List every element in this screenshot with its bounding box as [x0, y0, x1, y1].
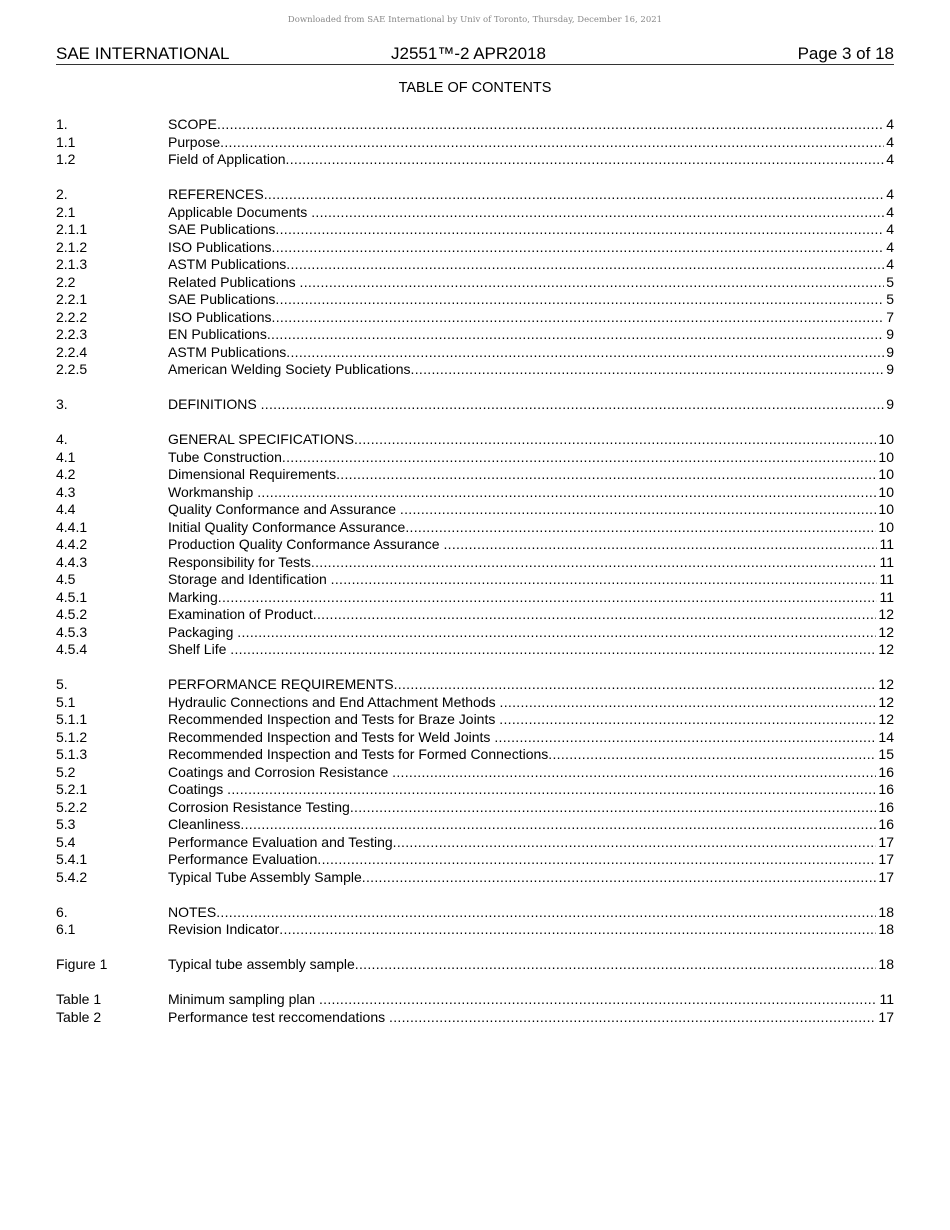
toc-entry-number: 2.2.3	[56, 326, 88, 342]
toc-entry-page: 9	[886, 361, 894, 377]
spacer	[56, 974, 894, 992]
toc-entry-page: 18	[878, 903, 894, 920]
spacer	[56, 379, 894, 397]
toc-entry[interactable]	[56, 641, 894, 659]
dot-leader	[282, 449, 877, 467]
dot-leader	[405, 519, 876, 537]
dot-leader	[392, 764, 876, 782]
toc-entry-page: 12	[878, 711, 894, 727]
toc-entry-number: 4.5.4	[56, 641, 88, 657]
table-of-contents	[56, 116, 894, 1026]
toc-entry-page: 9	[886, 343, 894, 360]
dot-leader	[319, 991, 878, 1009]
toc-entry[interactable]	[56, 326, 894, 344]
toc-entry-title: ISO Publications	[168, 308, 272, 325]
toc-entry-page: 11	[879, 588, 894, 605]
toc-entry[interactable]	[56, 991, 894, 1009]
toc-entry[interactable]	[56, 256, 894, 274]
toc-entry-page: 14	[878, 728, 894, 745]
dot-leader	[216, 904, 876, 922]
dot-leader	[240, 816, 876, 834]
toc-entry-title: EN Publications	[168, 326, 267, 342]
toc-entry-number: 4.4.2	[56, 536, 88, 552]
toc-entry[interactable]	[56, 361, 894, 379]
toc-entry-number: Figure 1	[56, 956, 108, 972]
toc-entry-number: Table 1	[56, 991, 102, 1007]
toc-entry-title: Performance Evaluation and Testing	[168, 833, 393, 850]
toc-entry-number: 5.4	[56, 833, 76, 850]
toc-entry[interactable]	[56, 816, 894, 834]
toc-entry-page: 4	[886, 221, 894, 237]
toc-entry-number: 2.1.3	[56, 256, 88, 272]
toc-entry[interactable]	[56, 554, 894, 572]
dot-leader	[400, 501, 877, 519]
toc-entry[interactable]	[56, 571, 894, 589]
toc-entry-page: 16	[878, 781, 894, 797]
dot-leader	[217, 116, 884, 134]
toc-entry-number: 4.1	[56, 448, 76, 465]
toc-entry[interactable]	[56, 431, 894, 449]
toc-entry-number: 4.4.1	[56, 518, 88, 535]
dot-leader	[317, 851, 876, 869]
toc-entry[interactable]	[56, 484, 894, 502]
toc-entry-title: Purpose	[168, 133, 221, 150]
toc-entry-number: 5.2.1	[56, 781, 88, 797]
spacer	[56, 169, 894, 187]
dot-leader	[300, 274, 885, 292]
dot-leader	[313, 606, 877, 624]
toc-entry-title: Minimum sampling plan	[168, 991, 319, 1007]
toc-entry-page: 12	[878, 623, 894, 640]
toc-entry-page: 12	[878, 641, 894, 657]
toc-entry-number: 3.	[56, 396, 68, 412]
toc-entry-page: 4	[886, 203, 894, 220]
toc-entry-page: 12	[878, 693, 894, 710]
toc-entry-title: Hydraulic Connections and End Attachment Methods	[168, 693, 500, 710]
toc-entry[interactable]	[56, 309, 894, 327]
dot-leader	[394, 676, 877, 694]
toc-entry-page: 12	[878, 676, 894, 692]
toc-entry-page: 4	[886, 133, 894, 150]
toc-entry[interactable]	[56, 956, 894, 974]
toc-entry[interactable]	[56, 676, 894, 694]
toc-entry-number: 4.5	[56, 571, 76, 587]
toc-entry-page: 4	[886, 256, 894, 272]
spacer	[56, 659, 894, 677]
toc-entry-number: 2.2.2	[56, 308, 88, 325]
dot-leader	[261, 396, 885, 414]
toc-entry[interactable]	[56, 589, 894, 607]
dot-leader	[267, 326, 884, 344]
toc-entry-title: GENERAL SPECIFICATIONS	[168, 431, 354, 447]
toc-entry[interactable]	[56, 466, 894, 484]
toc-entry-page: 10	[878, 483, 894, 500]
toc-entry-title: ASTM Publications	[168, 343, 287, 360]
toc-entry-title: Dimensional Requirements	[168, 466, 337, 482]
dot-leader	[548, 746, 876, 764]
toc-entry[interactable]	[56, 711, 894, 729]
dot-leader	[362, 869, 877, 887]
toc-entry-title: PERFORMANCE REQUIREMENTS	[168, 676, 394, 692]
toc-entry-number: 4.5.2	[56, 606, 88, 622]
toc-entry[interactable]	[56, 799, 894, 817]
toc-entry-title: Packaging	[168, 623, 238, 640]
toc-entry-page: 4	[886, 151, 894, 167]
toc-entry-number: 1.	[56, 116, 68, 132]
toc-entry-number: 4.4	[56, 501, 76, 517]
header-doc-id: J2551™-2 APR2018	[391, 44, 546, 63]
toc-entry[interactable]	[56, 851, 894, 869]
dot-leader	[279, 921, 876, 939]
toc-entry-number: 5.1.3	[56, 746, 88, 762]
toc-entry-page: 11	[879, 536, 894, 552]
toc-entry-title: Typical tube assembly sample	[168, 956, 355, 972]
toc-entry-title: Workmanship	[168, 483, 258, 500]
dot-leader	[336, 466, 876, 484]
toc-entry[interactable]	[56, 746, 894, 764]
toc-entry[interactable]	[56, 519, 894, 537]
toc-entry-title: Responsibility for Tests	[168, 553, 311, 570]
toc-entry-page: 16	[878, 763, 894, 780]
toc-entry-title: Cleanliness	[168, 816, 241, 832]
toc-entry[interactable]	[56, 291, 894, 309]
toc-entry[interactable]	[56, 1009, 894, 1027]
toc-entry-number: 4.2	[56, 466, 76, 482]
toc-entry-page: 4	[886, 238, 894, 255]
toc-entry-page: 10	[878, 466, 894, 482]
toc-entry-title: Production Quality Conformance Assurance	[168, 536, 444, 552]
toc-entry-title: Marking	[168, 588, 218, 605]
spacer	[56, 414, 894, 432]
toc-entry[interactable]	[56, 204, 894, 222]
toc-entry[interactable]	[56, 606, 894, 624]
dot-leader	[350, 799, 877, 817]
dot-leader	[286, 151, 885, 169]
toc-entry[interactable]	[56, 186, 894, 204]
toc-entry-title: Coatings and Corrosion Resistance	[168, 763, 393, 780]
toc-entry[interactable]	[56, 344, 894, 362]
toc-entry-page: 15	[878, 746, 894, 762]
dot-leader	[393, 834, 877, 852]
dot-leader	[264, 186, 885, 204]
toc-entry-title: Examination of Product	[168, 606, 313, 622]
toc-entry-page: 11	[879, 571, 894, 587]
toc-entry-page: 10	[878, 518, 894, 535]
dot-leader	[354, 431, 876, 449]
toc-entry-page: 12	[878, 606, 894, 622]
toc-entry[interactable]	[56, 834, 894, 852]
dot-leader	[355, 956, 877, 974]
toc-entry-title: Storage and Identification	[168, 571, 331, 587]
toc-entry-page: 11	[879, 553, 894, 570]
dot-leader	[237, 624, 876, 642]
toc-entry-number: 5.1.2	[56, 728, 88, 745]
toc-entry-title: Recommended Inspection and Tests for Braze Joints	[168, 711, 500, 727]
dot-leader	[311, 554, 878, 572]
spacer	[56, 886, 894, 904]
toc-entry-page: 11	[879, 991, 894, 1007]
dot-leader	[389, 1009, 876, 1027]
toc-entry-page: 16	[878, 816, 894, 832]
toc-entry-page: 16	[878, 798, 894, 815]
toc-entry[interactable]	[56, 116, 894, 134]
toc-entry-title: Recommended Inspection and Tests for Formed Connections	[168, 746, 549, 762]
toc-entry-title: REFERENCES	[168, 186, 264, 202]
toc-entry[interactable]	[56, 869, 894, 887]
toc-entry[interactable]	[56, 449, 894, 467]
toc-entry-title: American Welding Society Publications	[168, 361, 411, 377]
toc-entry-title: Recommended Inspection and Tests for Weld Joints	[168, 728, 495, 745]
toc-entry-number: 2.1.1	[56, 221, 88, 237]
header-page-number: Page 3 of 18	[797, 44, 894, 63]
toc-entry[interactable]	[56, 781, 894, 799]
toc-entry-title: ASTM Publications	[168, 256, 287, 272]
toc-entry-page: 9	[886, 396, 894, 412]
toc-entry[interactable]	[56, 921, 894, 939]
toc-entry-number: 2.1	[56, 203, 76, 220]
toc-entry-page: 18	[878, 956, 894, 972]
toc-entry-title: Performance Evaluation	[168, 851, 318, 867]
toc-entry-number: 4.5.3	[56, 623, 88, 640]
dot-leader	[494, 729, 876, 747]
toc-entry[interactable]	[56, 624, 894, 642]
toc-entry-title: Quality Conformance and Assurance	[168, 501, 400, 517]
dot-leader	[275, 221, 884, 239]
dot-leader	[257, 484, 876, 502]
spacer	[56, 939, 894, 957]
toc-entry-number: 5.2	[56, 763, 76, 780]
download-watermark: Downloaded from SAE International by Univ of Toronto, Thursday, December 16, 2021	[287, 15, 663, 25]
toc-entry-number: 2.2	[56, 273, 76, 290]
toc-entry[interactable]	[56, 134, 894, 152]
toc-title: TABLE OF CONTENTS	[398, 80, 552, 96]
toc-entry-number: 5.4.2	[56, 868, 88, 885]
dot-leader	[311, 204, 884, 222]
dot-leader	[220, 134, 884, 152]
toc-entry[interactable]	[56, 501, 894, 519]
toc-entry-title: Performance test reccomendations	[168, 1008, 389, 1025]
toc-entry[interactable]	[56, 396, 894, 414]
toc-entry-title: SCOPE	[168, 116, 218, 132]
toc-entry-page: 17	[878, 851, 894, 867]
toc-entry-number: 4.	[56, 431, 68, 447]
dot-leader	[331, 571, 878, 589]
toc-entry[interactable]	[56, 221, 894, 239]
toc-entry-page: 17	[878, 833, 894, 850]
dot-leader	[230, 641, 876, 659]
dot-leader	[500, 694, 877, 712]
dot-leader	[272, 309, 885, 327]
toc-entry-title: Revision Indicator	[168, 921, 280, 937]
toc-entry-title: Shelf Life	[168, 641, 231, 657]
page-header	[56, 44, 894, 65]
dot-leader	[218, 589, 878, 607]
dot-leader	[411, 361, 885, 379]
toc-entry-page: 4	[886, 116, 894, 132]
toc-entry-page: 10	[878, 448, 894, 465]
toc-entry-number: 5.3	[56, 816, 76, 832]
toc-entry[interactable]	[56, 274, 894, 292]
toc-entry-title: DEFINITIONS	[168, 396, 261, 412]
toc-entry[interactable]	[56, 151, 894, 169]
toc-entry-number: 5.1	[56, 693, 76, 710]
toc-entry-number: 2.2.4	[56, 343, 88, 360]
toc-entry-title: SAE Publications	[168, 291, 276, 307]
toc-entry-title: ISO Publications	[168, 238, 272, 255]
toc-entry-page: 18	[878, 921, 894, 937]
toc-entry-title: Coatings	[168, 781, 228, 797]
dot-leader	[443, 536, 877, 554]
toc-entry[interactable]	[56, 904, 894, 922]
toc-entry-number: 6.1	[56, 921, 76, 937]
toc-entry[interactable]	[56, 694, 894, 712]
dot-leader	[275, 291, 884, 309]
toc-entry[interactable]	[56, 239, 894, 257]
toc-entry-number: Table 2	[56, 1008, 102, 1025]
dot-leader	[272, 239, 885, 257]
toc-entry[interactable]	[56, 764, 894, 782]
toc-entry-page: 10	[878, 431, 894, 447]
header-org: SAE INTERNATIONAL	[56, 44, 230, 63]
toc-entry-page: 5	[886, 291, 894, 307]
toc-entry-page: 9	[886, 326, 894, 342]
toc-entry-number: 2.2.5	[56, 361, 88, 377]
toc-entry-number: 4.5.1	[56, 588, 88, 605]
dot-leader	[286, 344, 884, 362]
toc-entry-number: 5.1.1	[56, 711, 88, 727]
toc-entry-number: 2.1.2	[56, 238, 88, 255]
toc-entry-title: SAE Publications	[168, 221, 276, 237]
dot-leader	[286, 256, 884, 274]
toc-entry-page: 4	[886, 186, 894, 202]
dot-leader	[227, 781, 876, 799]
toc-entry-page: 10	[878, 501, 894, 517]
toc-entry-page: 5	[886, 273, 894, 290]
toc-entry-number: 2.2.1	[56, 291, 88, 307]
toc-entry-number: 6.	[56, 903, 68, 920]
toc-entry-number: 4.3	[56, 483, 76, 500]
toc-entry-title: Corrosion Resistance Testing	[168, 798, 350, 815]
toc-entry-page: 17	[878, 868, 894, 885]
toc-entry-title: Initial Quality Conformance Assurance	[168, 518, 406, 535]
toc-entry[interactable]	[56, 729, 894, 747]
toc-entry-page: 17	[878, 1008, 894, 1025]
toc-entry-title: Related Publications	[168, 273, 300, 290]
toc-entry[interactable]	[56, 536, 894, 554]
toc-entry-title: NOTES	[168, 903, 217, 920]
toc-entry-page: 7	[886, 308, 894, 325]
toc-entry-number: 1.1	[56, 133, 76, 150]
toc-entry-title: Applicable Documents	[168, 203, 312, 220]
toc-entry-number: 5.2.2	[56, 798, 88, 815]
toc-entry-title: Field of Application	[168, 151, 286, 167]
toc-entry-number: 2.	[56, 186, 68, 202]
toc-entry-number: 4.4.3	[56, 553, 88, 570]
toc-entry-number: 1.2	[56, 151, 76, 167]
toc-entry-title: Typical Tube Assembly Sample	[168, 868, 362, 885]
dot-leader	[499, 711, 876, 729]
toc-entry-number: 5.	[56, 676, 68, 692]
toc-entry-number: 5.4.1	[56, 851, 88, 867]
toc-entry-title: Tube Construction	[168, 448, 282, 465]
